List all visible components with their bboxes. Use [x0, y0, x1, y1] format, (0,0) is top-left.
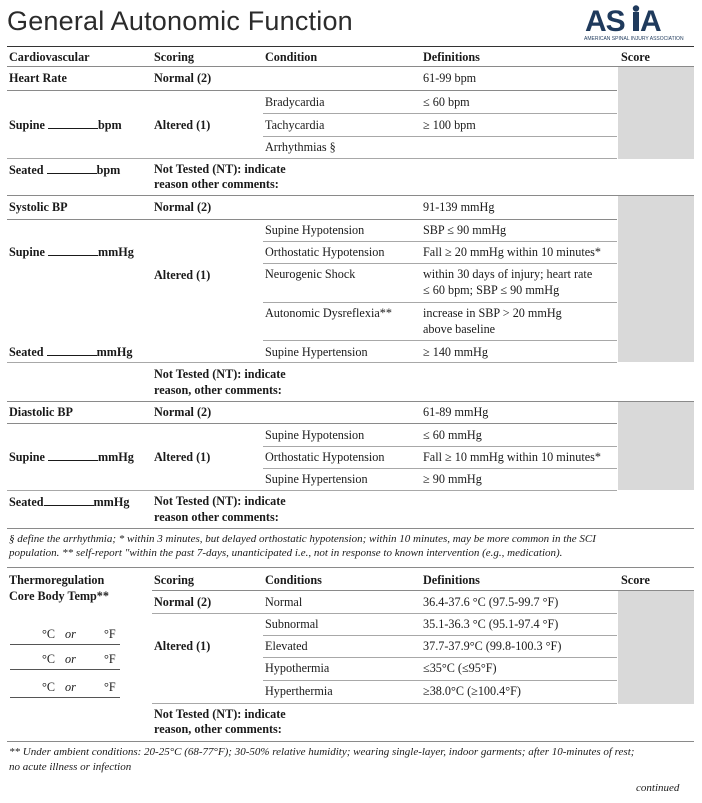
temp-entry-c: °C [42, 627, 56, 641]
systolic-supine-hypotension: Supine Hypotension [265, 223, 365, 237]
temp-entry-c: °C [42, 680, 56, 694]
thermo-row-hyperthermia-def: ≥38.0°C (≥100.4°F) [423, 684, 521, 698]
autonomic-dysreflexia-def-2: above baseline [423, 322, 496, 336]
heart-rate-nt-1: Not Tested (NT): indicate [154, 162, 286, 176]
score-header: Score [621, 50, 650, 64]
svg-text:A: A [640, 5, 662, 38]
bradycardia-def: ≤ 60 bpm [423, 95, 470, 109]
thermo-title-1: Thermoregulation [9, 573, 105, 587]
thermo-definitions-header: Definitions [423, 573, 480, 587]
temp-entry-f: °F [104, 627, 116, 641]
svg-text:AS: AS [585, 5, 625, 38]
asia-logo [583, 4, 693, 42]
diastolic-nt-1: Not Tested (NT): indicate [154, 494, 286, 508]
thermo-altered: Altered (1) [154, 639, 211, 653]
heart-rate-label: Heart Rate [9, 71, 67, 85]
heart-rate-altered: Altered (1) [154, 118, 211, 132]
diastolic-altered: Altered (1) [154, 450, 211, 464]
thermo-normal: Normal (2) [154, 595, 212, 609]
diastolic-supine: Supine mmHg [9, 450, 134, 464]
temp-entry-or: or [65, 627, 76, 641]
score-shade-systolic [618, 196, 694, 362]
systolic-supine: Supine mmHg [9, 245, 134, 259]
temp-entry-or: or [65, 652, 76, 666]
diastolic-orthostatic-hypotension-def: Fall ≥ 10 mmHg within 10 minutes* [423, 450, 601, 464]
thermo-row-subnormal-def: 35.1-36.3 °C (95.1-97.4 °F) [423, 617, 559, 631]
score-shade-diastolic [618, 402, 694, 490]
score-shade-thermo [618, 591, 694, 704]
cardio-header: Cardiovascular [9, 50, 90, 64]
heart-rate-normal: Normal (2) [154, 71, 212, 85]
temp-entry-f: °F [104, 680, 116, 694]
definitions-header: Definitions [423, 50, 480, 64]
diastolic-supine-hypertension: Supine Hypertension [265, 472, 368, 486]
condition-header: Condition [265, 50, 318, 64]
tachycardia-def: ≥ 100 bpm [423, 118, 476, 132]
systolic-label: Systolic BP [9, 200, 68, 214]
thermo-scoring-header: Scoring [154, 573, 194, 587]
heart-rate-seated: Seated bpm [9, 163, 121, 177]
thermo-score-header: Score [621, 573, 650, 587]
page-title: General Autonomic Function [7, 6, 353, 36]
arrhythmias-label: Arrhythmias § [265, 140, 336, 154]
thermo-row-hyperthermia: Hyperthermia [265, 684, 333, 698]
systolic-nt-1: Not Tested (NT): indicate [154, 367, 286, 381]
diastolic-seated-field[interactable] [44, 495, 94, 506]
logo-subtitle: AMERICAN SPINAL INJURY ASSOCIATION [584, 36, 684, 42]
autonomic-dysreflexia-def-1: increase in SBP > 20 mmHg [423, 306, 562, 320]
heart-rate-supine: Supine bpm [9, 118, 122, 132]
systolic-seated: Seated mmHg [9, 345, 133, 359]
diastolic-seated: Seated mmHg [9, 495, 130, 509]
thermo-title-2: Core Body Temp** [9, 589, 109, 603]
systolic-supine-field[interactable] [48, 245, 98, 256]
score-shade-heart [618, 67, 694, 159]
systolic-orthostatic-hypotension-def: Fall ≥ 20 mmHg within 10 minutes* [423, 245, 601, 259]
thermo-footnote-1: ** Under ambient conditions: 20-25°C (68-77°F); 30-50% relative humidity; wearing single-layer, indoor garments; after 10-minutes of rest; [9, 746, 635, 758]
bradycardia-label: Bradycardia [265, 95, 325, 109]
systolic-supine-hypertension: Supine Hypertension [265, 345, 368, 359]
systolic-normal-def: 91-139 mmHg [423, 200, 495, 214]
thermo-row-elevated: Elevated [265, 639, 308, 653]
thermo-nt-2: reason, other comments: [154, 722, 282, 736]
tachycardia-label: Tachycardia [265, 118, 325, 132]
diastolic-supine-hypotension-def: ≤ 60 mmHg [423, 428, 482, 442]
thermo-row-subnormal: Subnormal [265, 617, 319, 631]
thermo-footnote-2: no acute illness or infection [9, 761, 132, 773]
cardio-footnote-2: population. ** self-report "within the past 7-days, unanticipated i.e., not in response to known intervention (e.g., medication). [9, 547, 563, 559]
neurogenic-shock: Neurogenic Shock [265, 267, 356, 281]
thermo-row-normal-def: 36.4-37.6 °C (97.5-99.7 °F) [423, 595, 559, 609]
systolic-orthostatic-hypotension: Orthostatic Hypotension [265, 245, 385, 259]
thermo-row-normal: Normal [265, 595, 303, 609]
thermo-row-hypothermia-def: ≤35°C (≤95°F) [423, 661, 497, 675]
continued-label: continued [636, 782, 680, 794]
thermo-conditions-header: Conditions [265, 573, 322, 587]
systolic-seated-field[interactable] [47, 345, 97, 356]
diastolic-normal-def: 61-89 mmHg [423, 405, 489, 419]
cardio-footnote-1: § define the arrhythmia; * within 3 minutes, but delayed orthostatic hypotension; within 10 minutes, may be more common in the SCI [9, 533, 596, 545]
diastolic-supine-field[interactable] [48, 450, 98, 461]
systolic-altered: Altered (1) [154, 268, 211, 282]
diastolic-supine-hypertension-def: ≥ 90 mmHg [423, 472, 482, 486]
thermo-row-elevated-def: 37.7-37.9°C (99.8-100.3 °F) [423, 639, 562, 653]
temp-entry-or: or [65, 680, 76, 694]
systolic-supine-hypotension-def: SBP ≤ 90 mmHg [423, 223, 507, 237]
scoring-header: Scoring [154, 50, 194, 64]
diastolic-label: Diastolic BP [9, 405, 73, 419]
heart-rate-normal-def: 61-99 bpm [423, 71, 477, 85]
systolic-supine-hypertension-def: ≥ 140 mmHg [423, 345, 488, 359]
neurogenic-shock-def-1: within 30 days of injury; heart rate [423, 267, 593, 281]
temp-entry-c: °C [42, 652, 56, 666]
thermo-nt-1: Not Tested (NT): indicate [154, 707, 286, 721]
heart-rate-nt-2: reason other comments: [154, 177, 279, 191]
systolic-normal: Normal (2) [154, 200, 212, 214]
thermo-row-hypothermia: Hypothermia [265, 661, 330, 675]
heart-rate-supine-field[interactable] [48, 118, 98, 129]
neurogenic-shock-def-2: ≤ 60 bpm; SBP ≤ 90 mmHg [423, 283, 560, 297]
heart-rate-seated-field[interactable] [47, 163, 97, 174]
autonomic-dysreflexia: Autonomic Dysreflexia** [265, 306, 392, 320]
systolic-nt-2: reason, other comments: [154, 383, 282, 397]
diastolic-normal: Normal (2) [154, 405, 212, 419]
temp-entry-f: °F [104, 652, 116, 666]
diastolic-orthostatic-hypotension: Orthostatic Hypotension [265, 450, 385, 464]
diastolic-nt-2: reason other comments: [154, 510, 279, 524]
diastolic-supine-hypotension: Supine Hypotension [265, 428, 365, 442]
